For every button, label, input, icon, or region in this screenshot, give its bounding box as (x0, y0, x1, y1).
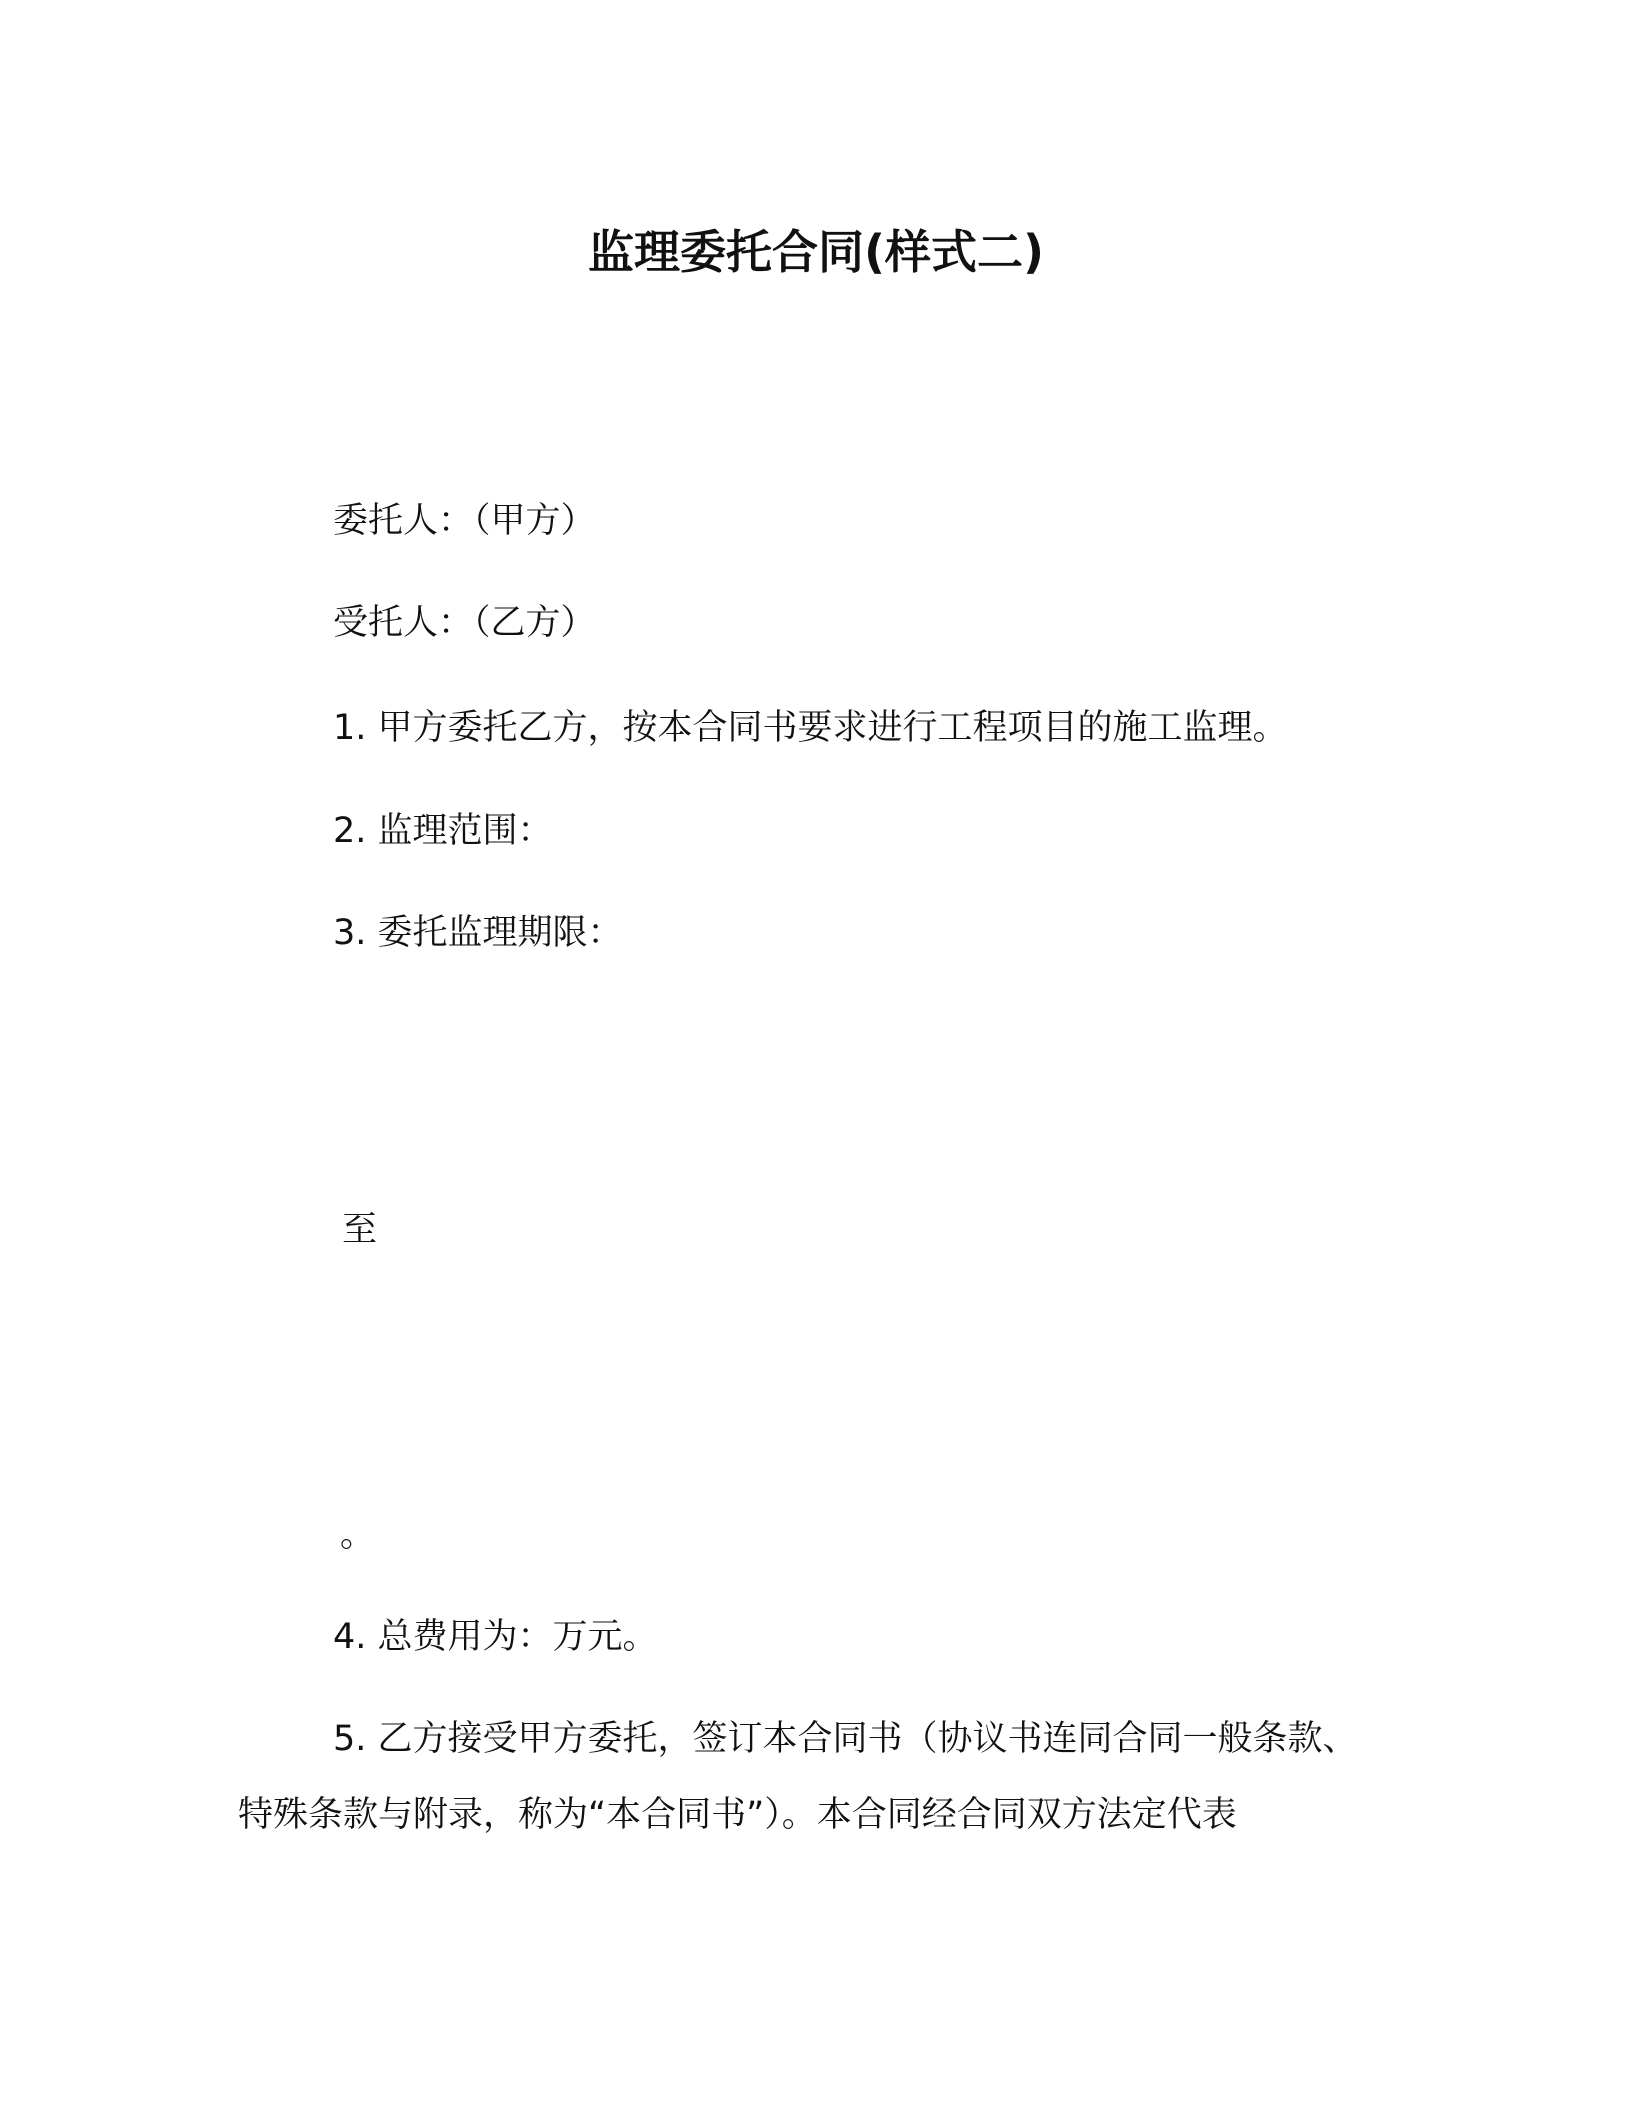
principal-line: 委托人：（甲方） (333, 501, 596, 541)
clause-5-line-2: 特殊条款与附录，称为“本合同书”）。本合同经合同双方法定代表 (238, 1795, 1237, 1835)
clause-1: 1. 甲方委托乙方，按本合同书要求进行工程项目的施工监理。 (333, 708, 1288, 748)
term-end-mark: 。 (340, 1515, 376, 1555)
clause-4-fee: 4. 总费用为：万元。 (333, 1617, 658, 1657)
clause-3-term: 3. 委托监理期限： (333, 913, 623, 953)
agent-line: 受托人：（乙方） (333, 603, 596, 643)
clause-2-scope: 2. 监理范围： (333, 811, 553, 851)
term-to-word: 至 (342, 1210, 378, 1250)
document-title: 监理委托合同(样式二) (587, 225, 1045, 279)
clause-5-line-1: 5. 乙方接受甲方委托，签订本合同书（协议书连同合同一般条款、 (333, 1719, 1358, 1759)
